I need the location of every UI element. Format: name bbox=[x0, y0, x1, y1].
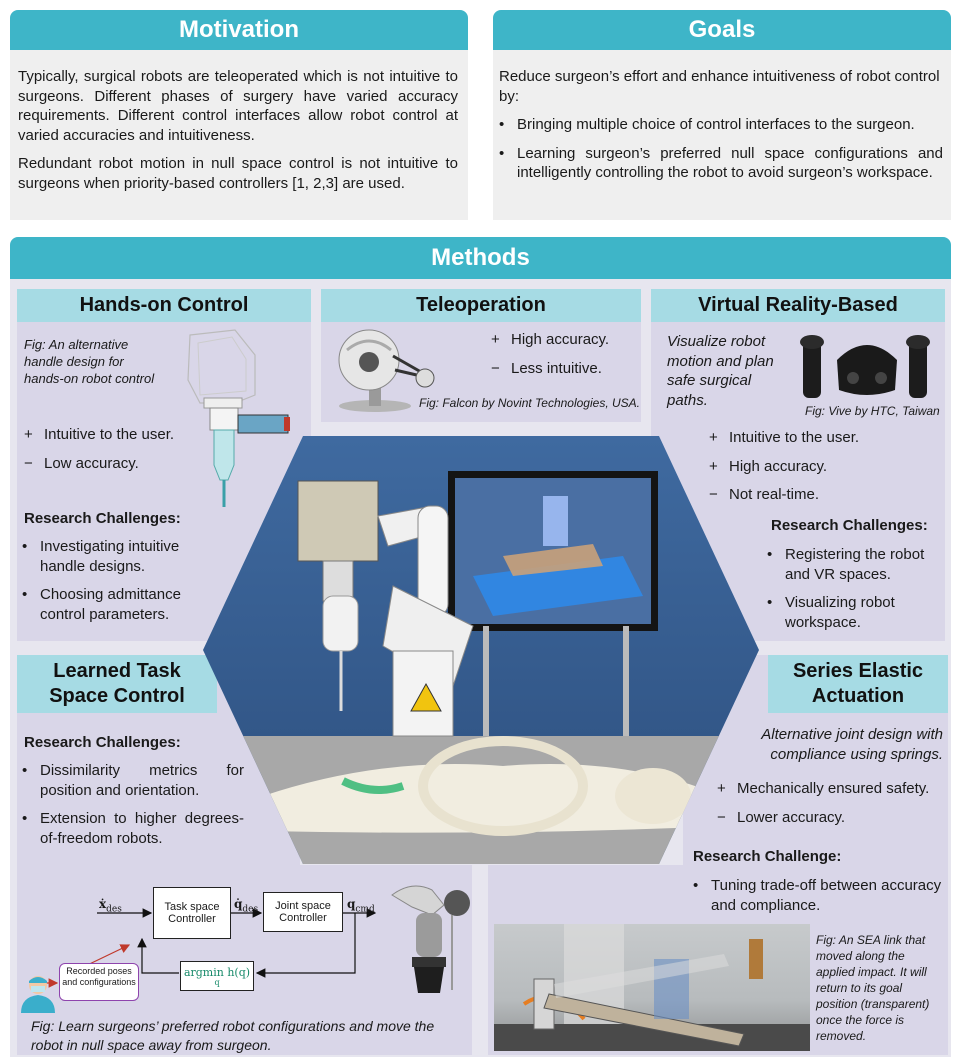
motivation-paragraph-2: Redundant robot motion in null space control is not intuitive to surgeons when priority-based controllers [1, 2,3] are used. bbox=[18, 155, 458, 192]
vr-rc-list bbox=[767, 545, 937, 641]
vr-description: Visualize robot motion and plan safe surgical paths. bbox=[667, 333, 774, 409]
sea-title-line-1: Series Elastic bbox=[792, 660, 924, 682]
list-item: + Intuitive to the user. bbox=[24, 426, 175, 443]
goals-list bbox=[499, 115, 943, 183]
sea-link-image bbox=[494, 924, 810, 1051]
vive-image bbox=[797, 330, 942, 404]
hands-on-rc-list bbox=[22, 537, 192, 633]
vr-caption: Fig: Vive by HTC, Taiwan bbox=[805, 404, 940, 418]
learned-title-line-2: Space Control bbox=[49, 685, 185, 707]
learned-title-line-1: Learned Task bbox=[53, 660, 181, 682]
sea-description: Alternative joint design with compliance using springs. bbox=[761, 726, 943, 763]
x-des-label: ẋ$_{des}$ bbox=[99, 897, 122, 915]
list-item: • Learning surgeon’s preferred null space configurations and intelligently controlling the robot to avoid surgeon’s workspace. bbox=[499, 144, 943, 181]
vr-title: Virtual Reality-Based bbox=[698, 294, 898, 316]
motivation-header bbox=[10, 10, 468, 50]
sea-caption: Fig: An SEA link that moved along the applied impact. It will return to its goal position (transparent) once the force is removed. bbox=[816, 933, 930, 1043]
list-item: − Not real-time. bbox=[709, 486, 820, 503]
methods-header bbox=[10, 237, 951, 279]
list-item: + High accuracy. bbox=[491, 331, 610, 348]
hands-on-caption: Fig: An alternative handle design for hands-on robot control bbox=[24, 337, 155, 386]
learned-header bbox=[17, 655, 217, 713]
hands-on-rc-title: Research Challenges: bbox=[24, 510, 181, 527]
goals-title: Goals bbox=[688, 16, 756, 43]
q-des-label: $q̇_{des}$ bbox=[234, 897, 259, 915]
list-item: • Bringing multiple choice of control interfaces to the surgeon. bbox=[499, 116, 915, 133]
task-space-box: Task space Controller bbox=[153, 887, 231, 939]
learned-caption: Fig: Learn surgeons’ preferred robot configurations and move the robot in null space away from surgeon. bbox=[31, 1018, 435, 1053]
motivation-body bbox=[10, 50, 468, 220]
list-item: + Mechanically ensured safety. bbox=[717, 780, 930, 797]
sea-rc-title: Research Challenge: bbox=[693, 848, 842, 865]
recorded-poses-box: Recorded poses and configurations bbox=[59, 963, 139, 1001]
list-item: • Tuning trade-off between accuracy and compliance. bbox=[693, 877, 942, 914]
argmin-box: argmin h(q) q bbox=[180, 961, 254, 991]
sea-header bbox=[768, 655, 948, 713]
methods-title: Methods bbox=[431, 244, 530, 271]
teleop-title: Teleoperation bbox=[416, 294, 546, 316]
list-item: • Registering the robot and VR spaces. bbox=[767, 546, 925, 583]
list-item: • Dissimilarity metrics for position and orientation. bbox=[22, 762, 244, 799]
list-item: − Lower accuracy. bbox=[717, 808, 846, 826]
list-item: • Choosing admittance control parameters. bbox=[22, 586, 181, 623]
teleop-header bbox=[321, 289, 641, 322]
teleop-caption: Fig: Falcon by Novint Technologies, USA. bbox=[419, 396, 640, 410]
list-item: + High accuracy. bbox=[709, 457, 828, 475]
robot-arm-image bbox=[372, 875, 472, 1000]
list-item: + Intuitive to the user. bbox=[709, 429, 860, 446]
sea-title-line-2: Actuation bbox=[811, 685, 905, 707]
goals-body bbox=[493, 50, 951, 220]
joint-space-box: Joint space Controller bbox=[263, 892, 343, 932]
surgeon-icon bbox=[19, 973, 57, 1013]
motivation-title: Motivation bbox=[179, 16, 299, 43]
list-item: • Extension to higher degrees-of-freedom robots. bbox=[22, 810, 244, 847]
vr-header bbox=[651, 289, 945, 322]
sea-rc-list bbox=[693, 876, 948, 924]
list-item: • Visualizing robot workspace. bbox=[767, 594, 895, 631]
goals-header bbox=[493, 10, 951, 50]
list-item: − Less intuitive. bbox=[491, 359, 602, 377]
hands-on-title: Hands-on Control bbox=[79, 294, 249, 316]
motivation-paragraph-1: Typically, surgical robots are teleoperated which is not intuitive to surgeons. Different phases of surgery have varied accuracy requirements. Different control interfaces allow robot control at varied accuracies and intuitiveness. bbox=[18, 68, 458, 144]
q-cmd-label: $q_{cmd}$ bbox=[347, 897, 375, 915]
goals-intro: Reduce surgeon’s effort and enhance intuitiveness of robot control by: bbox=[499, 68, 940, 105]
hands-on-header bbox=[17, 289, 311, 322]
vr-rc-title: Research Challenges: bbox=[771, 517, 928, 534]
control-block-diagram bbox=[17, 875, 472, 1015]
learned-rc-title: Research Challenges: bbox=[24, 734, 181, 751]
teleop-pros-cons bbox=[491, 330, 631, 387]
robot-setup-photo bbox=[203, 436, 759, 864]
hands-on-pros-cons bbox=[24, 425, 204, 482]
list-item: • Investigating intuitive handle designs. bbox=[22, 538, 180, 575]
list-item: − Low accuracy. bbox=[24, 454, 139, 472]
